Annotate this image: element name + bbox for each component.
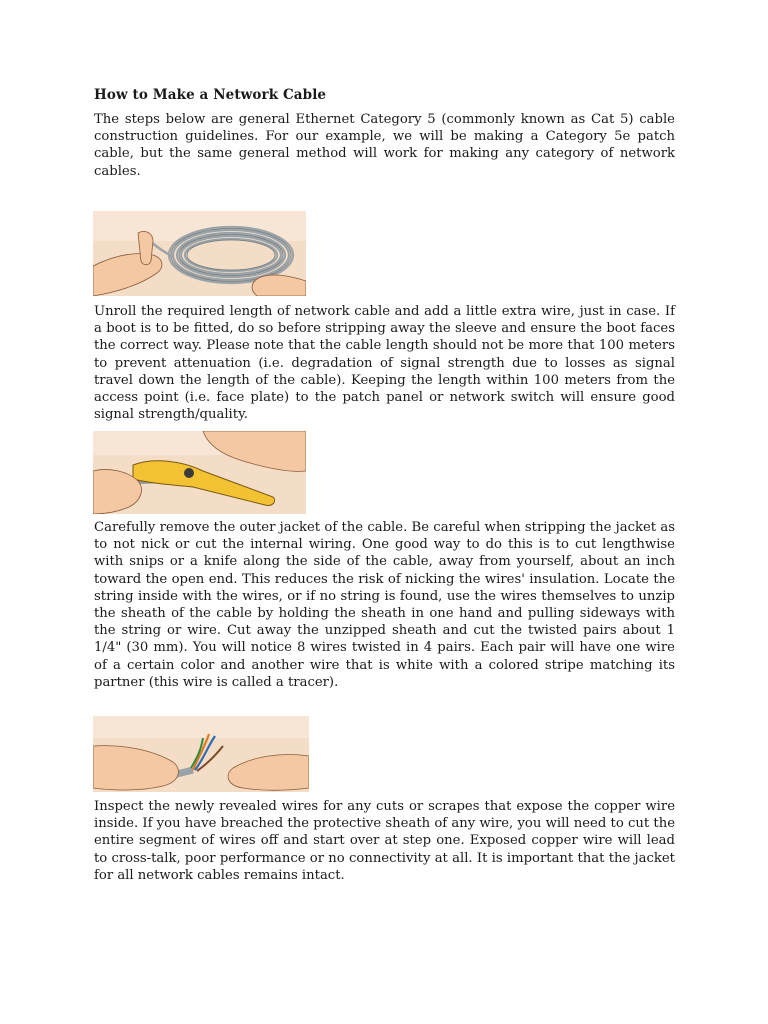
- inspect-wires-paragraph: Inspect the newly revealed wires for any cuts or scrapes that expose the copper wire inside. If you have breached the protective sheath of any wire, you will need to cut the entire segment of wires off and start over at step one. Exposed copper wire will lead to cross-talk, poor performance or no connectivity at all. It is important that the jacket for all network cables remains intact.: [94, 799, 675, 883]
- remove-jacket-paragraph: Carefully remove the outer jacket of the cable. Be careful when stripping the jacket as to not nick or cut the internal wiring. One good way to do this is to cut lengthwise with snips or a knife along the side of the cable, away from yourself, about an inch toward the open end. This reduces the risk of nicking the wires' insulation. Locate the string inside with the wires, or if no string is found, use the wires themselves to unzip the sheath of the cable by holding the sheath in one hand and pulling sideways with the string or wire. Cut away the unzipped sheath and cut the twisted pairs about 1 1/4" (30 mm). You will notice 8 wires twisted in 4 pairs. Each pair will have one wire of a certain color and another wire that is white with a colored stripe matching its partner (this wire is called a tracer).: [94, 520, 675, 690]
- cable-coil-illustration: [93, 211, 306, 296]
- unroll-cable-paragraph: Unroll the required length of network cable and add a little extra wire, just in case. If a boot is to be fitted, do so before stripping away the sleeve and ensure the boot faces the correct way. Please note that the cable length should not be more that 100 meters to prevent attenuation (i.e. degradation of signal strength due to losses as signal travel down the length of the cable). Keeping the length within 100 meters from the access point (i.e. face plate) to the patch panel or network switch will ensure good signal strength/quality.: [94, 304, 675, 423]
- cable-stripper-illustration: [93, 431, 306, 514]
- document-title: How to Make a Network Cable: [94, 87, 327, 103]
- intro-paragraph: The steps below are general Ethernet Category 5 (commonly known as Cat 5) cable construction guidelines. For our example, we will be making a Category 5e patch cable, but the same general method will work for making any category of network cables.: [94, 112, 675, 179]
- twisted-pairs-illustration: [93, 716, 309, 792]
